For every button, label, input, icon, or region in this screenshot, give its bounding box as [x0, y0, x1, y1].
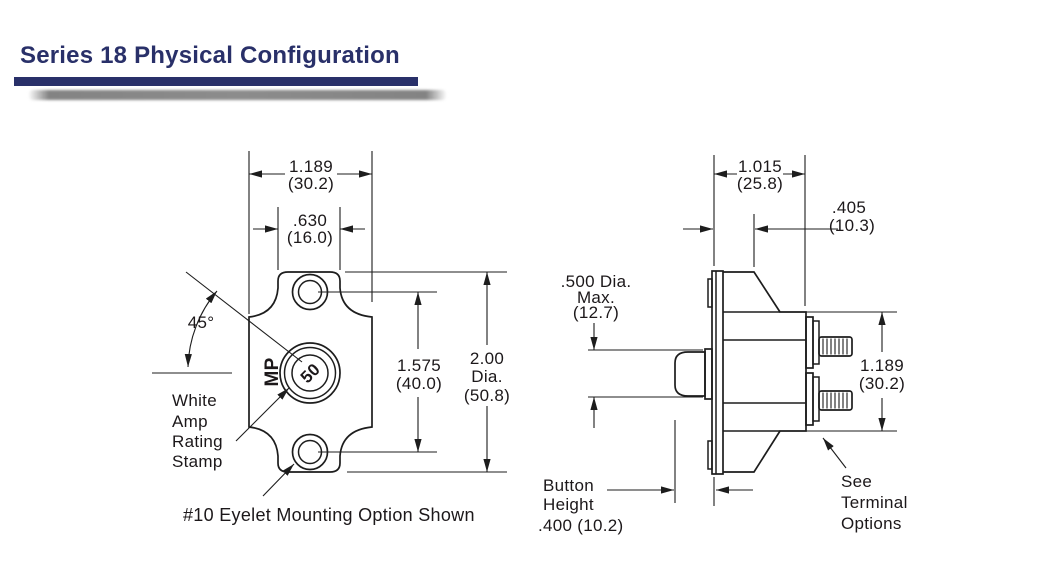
caption-text: #10 Eyelet Mounting Option Shown: [183, 505, 475, 525]
front-view: [152, 151, 510, 525]
dim-button-diameter: [561, 272, 703, 428]
caption-eyelet-mounting: [183, 464, 475, 525]
dim-flange-offset-in: .405: [831, 198, 867, 217]
dim-body-diameter-unit: Dia.: [471, 367, 503, 386]
upper-stud-threads: [823, 339, 847, 355]
dim-eyelet-spacing-mm: (40.0): [395, 374, 443, 393]
dim-eyelet-spacing-in: 1.575: [396, 356, 442, 375]
dim-ear-width-mm: (16.0): [286, 228, 334, 247]
stamp-amp-rating-text: 50: [296, 359, 324, 387]
terminal-callout-line1: See: [841, 472, 873, 491]
dim-flange-offset: [683, 198, 875, 267]
side-button: [675, 349, 712, 399]
dim-stamp-angle-value: 45°: [187, 313, 215, 332]
dim-body-height-in: 1.189: [859, 356, 905, 375]
callout-stamp-line1: White: [172, 391, 217, 410]
callout-stamp-line2: Amp: [172, 412, 208, 431]
button-height-line1: Button: [543, 476, 594, 495]
page-title: Series 18 Physical Configuration: [20, 42, 400, 69]
side-eyelet-boss-bottom: [708, 441, 712, 469]
button-height-line2: Height: [543, 495, 594, 514]
stamp-mp-text: MP: [262, 357, 283, 387]
side-mounting-plate: [708, 271, 723, 474]
side-button-collar: [705, 349, 712, 399]
terminal-callout-line2: Terminal: [841, 493, 908, 512]
side-view: [538, 155, 908, 535]
dim-body-height: [806, 312, 905, 431]
dim-body-diameter-mm: (50.8): [463, 386, 511, 405]
dim-ear-width-in: .630: [292, 211, 328, 230]
callout-terminal-options: [823, 438, 908, 533]
callout-stamp-line3: Rating: [172, 432, 223, 451]
dim-flange-offset-mm: (10.3): [828, 216, 876, 235]
dim-ear-width: [253, 207, 365, 270]
dim-button-height: [538, 420, 753, 535]
terminal-callout-leader: [823, 438, 846, 468]
dim-body-depth-mm: (25.8): [736, 174, 784, 193]
dim-body-diameter-in: 2.00: [469, 349, 505, 368]
callout-stamp-leader: [236, 388, 289, 441]
button-height-line3: .400 (10.2): [538, 516, 624, 535]
terminal-callout-line3: Options: [841, 514, 902, 533]
caption-leader: [263, 464, 294, 496]
dim-overall-width-mm: (30.2): [287, 174, 335, 193]
dim-overall-width-in: 1.189: [288, 157, 334, 176]
dim-eyelet-spacing: [318, 292, 442, 452]
dim-body-depth: [714, 155, 805, 306]
dim-body-depth-in: 1.015: [737, 157, 783, 176]
callout-amp-rating-stamp: [172, 388, 289, 471]
side-terminal-upper: [806, 317, 852, 368]
dim-button-diameter-line2: Max.: [576, 288, 616, 307]
lower-stud-threads: [823, 393, 847, 409]
side-body-outline: [723, 272, 806, 472]
dim-button-diameter-line1: .500 Dia.: [560, 272, 632, 291]
side-eyelet-boss-top: [708, 279, 712, 307]
dim-button-diameter-line3: (12.7): [572, 303, 620, 322]
callout-stamp-line4: Stamp: [172, 452, 223, 471]
side-terminal-lower: [806, 373, 852, 425]
dim-body-height-mm: (30.2): [858, 374, 906, 393]
